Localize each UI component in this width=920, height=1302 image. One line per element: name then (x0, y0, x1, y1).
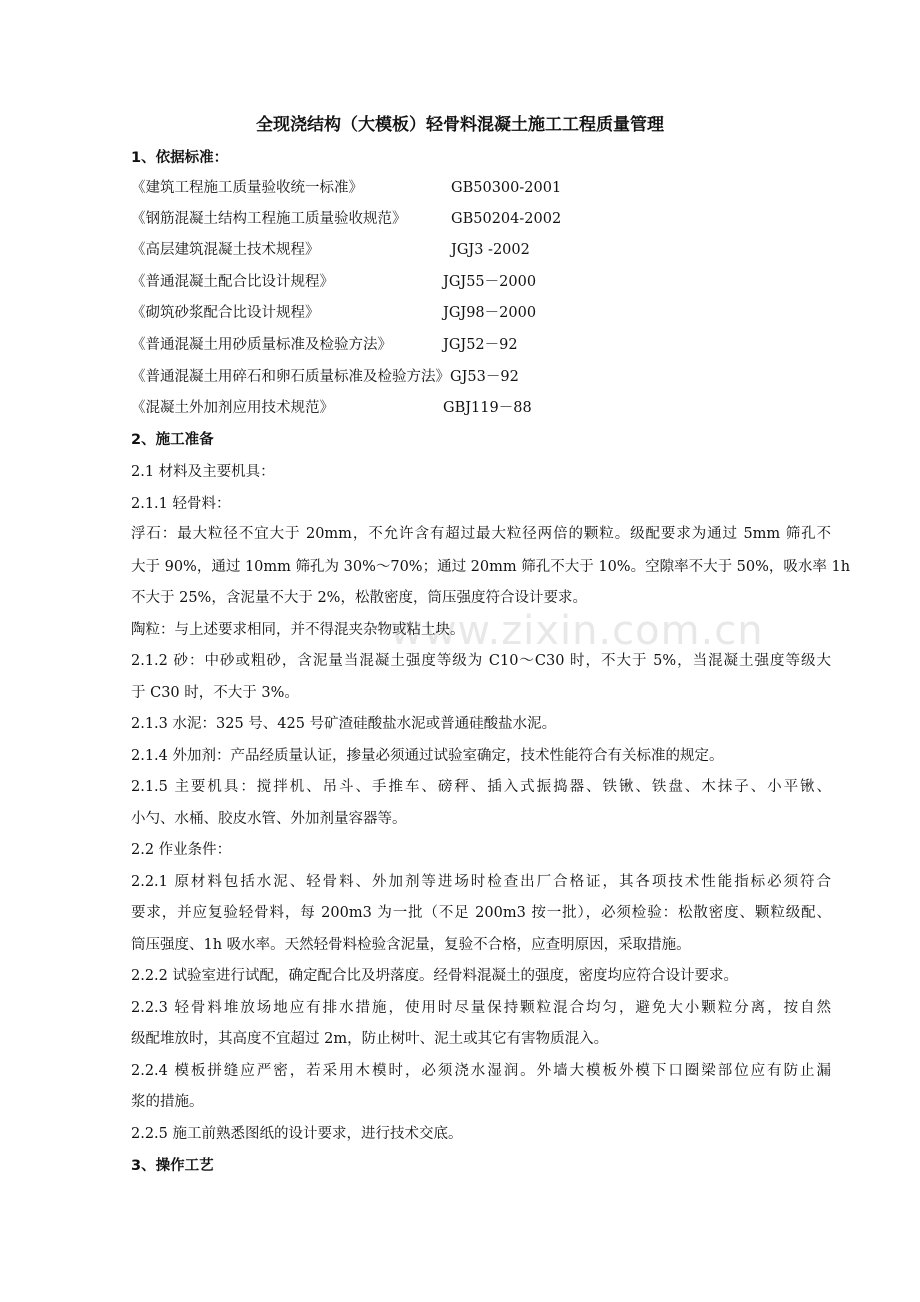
paragraph-line: 2.2.4 模板拼缝应严密，若采用木模时，必须浇水湿润。外墙大模板外模下口圈梁部位应有防止漏 (131, 1063, 831, 1079)
paragraph-line: 级配堆放时，其高度不宜超过 2m，防止树叶、泥土或其它有害物质混入。 (131, 1031, 609, 1047)
section-heading-procedure: 3、操作工艺 (131, 1158, 214, 1174)
standard-row (131, 267, 831, 297)
standard-name: 《普通混凝土配合比设计规程》 (131, 274, 334, 290)
standard-name: 《高层建筑混凝土技术规程》 (131, 242, 320, 258)
paragraph-line: 2.2.1 原材料包括水泥、轻骨料、外加剂等进场时检查出厂合格证，其各项技术性能指标必须符合 (131, 874, 831, 890)
paragraph-line: 2.2.2 试验室进行试配，确定配合比及坍落度。经骨料混凝土的强度，密度均应符合设计要求。 (131, 968, 738, 984)
paragraph-line: 不大于 25%，含泥量不大于 2%，松散密度，筒压强度符合设计要求。 (131, 590, 587, 606)
standard-code: GB50300-2001 (451, 180, 562, 196)
paragraph-line: 2.1.5 主要机具：搅拌机、吊斗、手推车、磅秤、插入式振捣器、铁锹、铁盘、木抹子、小平锹、 (131, 779, 831, 795)
paragraph-line: 要求，并应复验轻骨料，每 200m3 为一批（不足 200m3 按一批），必须检验：松散密度、颗粒级配、 (131, 905, 831, 921)
paragraph-line: 2.1 材料及主要机具： (131, 464, 275, 480)
standard-name: 《砌筑砂浆配合比设计规程》 (131, 305, 320, 321)
paragraph-line: 2.2 作业条件： (131, 842, 232, 858)
standard-row (131, 330, 831, 360)
paragraph-line: 2.2.3 轻骨料堆放场地应有排水措施，使用时尽量保持颗粒混合均匀，避免大小颗粒分离，按自然 (131, 1000, 831, 1016)
watermark: www.zixin.com.cn (390, 608, 764, 654)
standard-code: GBJ119－88 (443, 400, 532, 416)
standard-name: 《混凝土外加剂应用技术规范》 (131, 400, 334, 416)
document-title: 全现浇结构（大模板）轻骨料混凝土施工工程质量管理 (256, 115, 664, 135)
standard-code: JGJ52－92 (443, 337, 518, 353)
standard-code: JGJ55－2000 (443, 274, 537, 290)
paragraph-line: 浮石：最大粒径不宜大于 20mm，不允许含有超过最大粒径两倍的颗粒。级配要求为通过 5mm 筛孔不 (131, 526, 831, 542)
standard-row (131, 235, 831, 265)
standard-code: JGJ98－2000 (443, 305, 537, 321)
paragraph-line: 陶粒：与上述要求相同，并不得混夹杂物或粘土块。 (131, 622, 465, 638)
paragraph-line: 2.1.1 轻骨料： (131, 496, 231, 512)
paragraph-line: 2.1.3 水泥：325 号、425 号矿渣硅酸盐水泥或普通硅酸盐水泥。 (131, 716, 557, 732)
paragraph-line: 筒压强度、1h 吸水率。天然轻骨料检验含泥量，复验不合格，应查明原因，采取措施。 (131, 937, 691, 953)
section-heading-preparation: 2、施工准备 (131, 432, 214, 448)
standard-name: 《钢筋混凝土结构工程施工质量验收规范》 (131, 211, 407, 227)
standard-code: GB50204-2002 (451, 211, 562, 227)
paragraph-line: 2.1.2 砂：中砂或粗砂，含泥量当混凝土强度等级为 C10～C30 时，不大于 5%，当混凝土强度等级大 (131, 653, 831, 669)
paragraph-line: 浆的措施。 (131, 1094, 204, 1110)
standard-name: 《普通混凝土用碎石和卵石质量标准及检验方法》 (131, 369, 450, 385)
standard-code: JGJ3 -2002 (451, 242, 530, 258)
paragraph-line: 2.2.5 施工前熟悉图纸的设计要求，进行技术交底。 (131, 1126, 463, 1142)
standard-row (131, 204, 831, 234)
paragraph-line: 大于 90%，通过 10mm 筛孔为 30%～70%；通过 20mm 筛孔不大于 10%。空隙率不大于 50%，吸水率 1h (131, 559, 851, 575)
section-heading-basis: 1、依据标准： (131, 150, 229, 166)
paragraph-line: 于 C30 时，不大于 3%。 (131, 685, 299, 701)
standard-row (131, 362, 831, 392)
standard-name: 《普通混凝土用砂质量标准及检验方法》 (131, 337, 392, 353)
standard-name: 《建筑工程施工质量验收统一标准》 (131, 180, 363, 196)
standard-row (131, 393, 831, 423)
standard-row (131, 173, 831, 203)
paragraph-line: 2.1.4 外加剂：产品经质量认证，掺量必须通过试验室确定，技术性能符合有关标准的规定。 (131, 748, 724, 764)
paragraph-line: 小勺、水桶、胶皮水管、外加剂量容器等。 (131, 811, 407, 827)
standard-row (131, 298, 831, 328)
standard-code: GJ53－92 (450, 369, 519, 385)
